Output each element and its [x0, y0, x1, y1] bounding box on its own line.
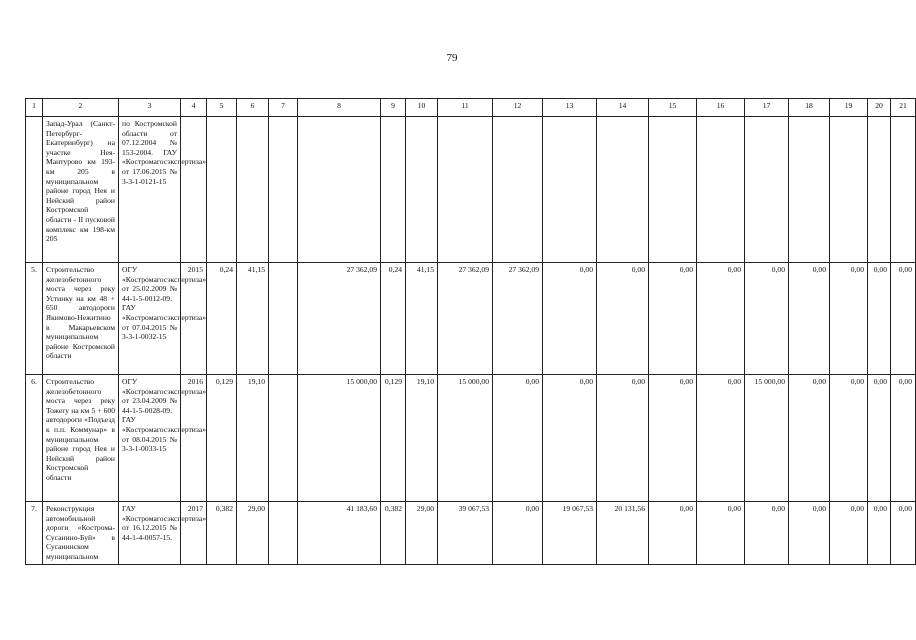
value-cell: 41,15 [406, 263, 438, 375]
column-header: 16 [697, 99, 745, 117]
value-cell [745, 117, 789, 263]
value-cell [207, 117, 237, 263]
header-row [26, 99, 916, 117]
value-cell [406, 117, 438, 263]
value-cell: 41,15 [237, 263, 269, 375]
value-cell [237, 117, 269, 263]
column-header: 1 [26, 99, 43, 117]
value-cell: 0,382 [207, 502, 237, 565]
row-index-cell [26, 117, 43, 263]
column-header: 11 [438, 99, 493, 117]
value-cell: 0,00 [868, 375, 891, 502]
value-cell [868, 117, 891, 263]
value-cell [891, 117, 916, 263]
value-cell [789, 117, 830, 263]
value-cell: 0,00 [697, 502, 745, 565]
value-cell: 0,00 [830, 375, 868, 502]
value-cell: 0,24 [207, 263, 237, 375]
value-cell: 0,00 [830, 502, 868, 565]
value-cell: 0,00 [789, 263, 830, 375]
table-row [26, 117, 916, 263]
page-number: 79 [446, 52, 458, 64]
column-header: 18 [789, 99, 830, 117]
value-cell: 41 183,60 [298, 502, 381, 565]
row-index-cell: 6. [26, 375, 43, 502]
value-cell: 0,382 [381, 502, 406, 565]
value-cell: 0,00 [789, 502, 830, 565]
column-header: 12 [493, 99, 543, 117]
column-header: 15 [649, 99, 697, 117]
value-cell [298, 117, 381, 263]
value-cell: 0,00 [891, 263, 916, 375]
value-cell: 19,10 [406, 375, 438, 502]
value-cell: 0,00 [543, 375, 597, 502]
value-cell [543, 117, 597, 263]
value-cell: 0,129 [207, 375, 237, 502]
document-cell: ОГУ «Костромагосэкспертиза» от 23.04.2009 № 44-1-5-0028-09. ГАУ «Костромагосэкспертиза» от 08.04.2015 № 3-3-1-0033-15 [119, 375, 181, 502]
document-cell: ГАУ «Костромагосэкспертиза» от 16.12.2015 № 44-1-4-0057-15. [119, 502, 181, 565]
value-cell: 29,00 [237, 502, 269, 565]
value-cell: 0,00 [649, 375, 697, 502]
column-header: 14 [597, 99, 649, 117]
value-cell: 2017 [181, 502, 207, 565]
value-cell: 0,00 [597, 375, 649, 502]
table-row [26, 375, 916, 502]
value-cell [649, 117, 697, 263]
value-cell: 19,10 [237, 375, 269, 502]
value-cell [269, 117, 298, 263]
value-cell: 39 067,53 [438, 502, 493, 565]
value-cell [493, 117, 543, 263]
value-cell: 0,00 [493, 502, 543, 565]
value-cell: 0,24 [381, 263, 406, 375]
row-index-cell: 5. [26, 263, 43, 375]
value-cell: 19 067,53 [543, 502, 597, 565]
table-row [26, 263, 916, 375]
value-cell: 0,00 [697, 263, 745, 375]
value-cell: 15 000,00 [298, 375, 381, 502]
column-header: 3 [119, 99, 181, 117]
column-header: 10 [406, 99, 438, 117]
value-cell: 27 362,09 [493, 263, 543, 375]
value-cell [438, 117, 493, 263]
column-header: 9 [381, 99, 406, 117]
value-cell [597, 117, 649, 263]
object-name-cell: Строительство железобетонного моста через реку Тожегу на км 5 + 600 автодороги «Подъезд к п.п. Коммунар» в муниципальном районе город Нея и Нейский район Костромской области [43, 375, 119, 502]
value-cell: 2016 [181, 375, 207, 502]
table-row [26, 502, 916, 565]
column-header: 20 [868, 99, 891, 117]
object-name-cell: Строительство железобетонного моста через реку Устинку на км 48 + 650 автодороги Якимово-Нежитино в Макарьевском муниципальном районе Костромской области [43, 263, 119, 375]
column-header: 8 [298, 99, 381, 117]
column-header: 21 [891, 99, 916, 117]
value-cell [697, 117, 745, 263]
value-cell: 0,129 [381, 375, 406, 502]
column-header: 7 [269, 99, 298, 117]
value-cell: 0,00 [649, 502, 697, 565]
column-header: 4 [181, 99, 207, 117]
column-header: 5 [207, 99, 237, 117]
value-cell: 0,00 [597, 263, 649, 375]
value-cell [269, 375, 298, 502]
document-cell: по Костромской области от 07.12.2004 № 153-2004. ГАУ «Костромагосэкспертиза» от 17.06.2015 № 3-3-1-0121-15 [119, 117, 181, 263]
object-name-cell: Реконструкция автомобильной дороги «Кострома-Сусанино-Буй» в Сусанинском муниципальном [43, 502, 119, 565]
value-cell [269, 263, 298, 375]
value-cell [830, 117, 868, 263]
value-cell [381, 117, 406, 263]
value-cell: 0,00 [745, 502, 789, 565]
document-cell: ОГУ «Костромагосэкспертиза» от 25.02.2009 № 44-1-5-0012-09. ГАУ «Костромагосэкспертиза» от 07.04.2015 № 3-3-1-0032-15 [119, 263, 181, 375]
value-cell [181, 117, 207, 263]
value-cell: 0,00 [891, 502, 916, 565]
data-table [25, 98, 916, 565]
value-cell: 0,00 [493, 375, 543, 502]
value-cell: 0,00 [891, 375, 916, 502]
value-cell: 27 362,09 [438, 263, 493, 375]
value-cell: 15 000,00 [745, 375, 789, 502]
value-cell: 0,00 [789, 375, 830, 502]
column-header: 17 [745, 99, 789, 117]
value-cell [269, 502, 298, 565]
value-cell: 15 000,00 [438, 375, 493, 502]
value-cell: 0,00 [697, 375, 745, 502]
column-header: 19 [830, 99, 868, 117]
value-cell: 20 131,56 [597, 502, 649, 565]
value-cell: 0,00 [745, 263, 789, 375]
column-header: 2 [43, 99, 119, 117]
value-cell: 0,00 [543, 263, 597, 375]
value-cell: 0,00 [649, 263, 697, 375]
value-cell: 0,00 [868, 263, 891, 375]
column-header: 6 [237, 99, 269, 117]
column-header: 13 [543, 99, 597, 117]
object-name-cell: Запад-Урал (Санкт-Петербург-Екатеринбург) на участке Нея-Мантурово км 193-км 205 в муниципальном районе город Нея и Нейский район Костромской области - II пусковой комплекс км 198-км 205 [43, 117, 119, 263]
value-cell: 2015 [181, 263, 207, 375]
value-cell: 27 362,09 [298, 263, 381, 375]
value-cell: 0,00 [830, 263, 868, 375]
value-cell: 0,00 [868, 502, 891, 565]
value-cell: 29,00 [406, 502, 438, 565]
row-index-cell: 7. [26, 502, 43, 565]
